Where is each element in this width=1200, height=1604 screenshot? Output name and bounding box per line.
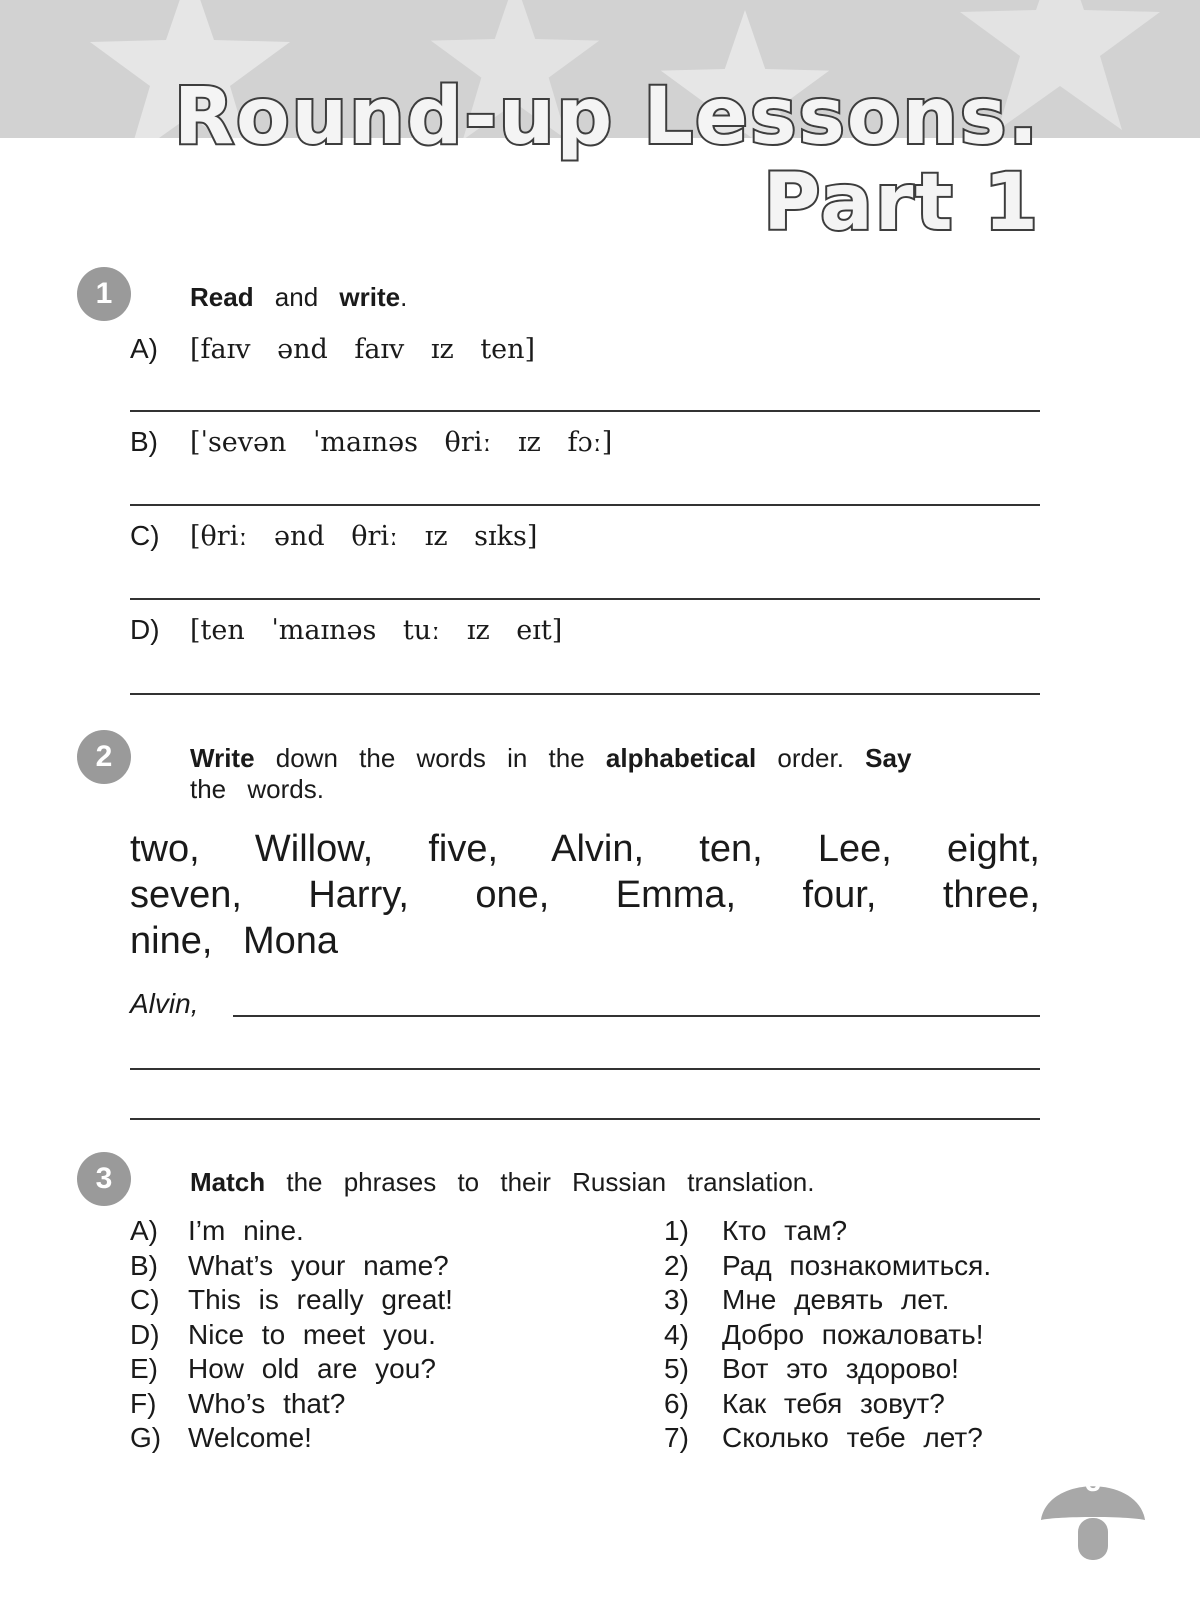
phrase-text: I’m nine. [188, 1215, 304, 1246]
english-phrase[interactable] [130, 1249, 453, 1284]
english-phrase[interactable] [130, 1318, 453, 1353]
instruction-text: the phrases to their Russian translation. [265, 1167, 815, 1197]
phrase-label: D) [130, 1318, 160, 1350]
phrase-label: 1) [664, 1215, 689, 1246]
answer-line[interactable] [130, 1068, 1040, 1070]
answer-line[interactable] [130, 693, 1040, 695]
russian-phrase[interactable] [664, 1283, 991, 1318]
instruction-text: . [400, 282, 408, 312]
russian-phrase[interactable] [664, 1421, 991, 1456]
transcription: [ˈsevən ˈmaɪnəs θriː ɪz fɔː] [190, 427, 613, 458]
russian-phrase[interactable] [664, 1318, 991, 1353]
phrase-text: Мне девять лет. [722, 1284, 950, 1315]
answer-line[interactable] [233, 1015, 1040, 1017]
instruction-bold: write [339, 282, 401, 312]
item-letter: A) [130, 333, 158, 364]
english-phrase[interactable] [130, 1283, 453, 1318]
word-list [130, 826, 1040, 964]
phrase-label: A) [130, 1215, 158, 1246]
english-phrase[interactable] [130, 1352, 453, 1387]
word-list-line: seven, Harry, one, Emma, four, three, [130, 874, 1040, 916]
transcription: [faɪv ənd faɪv ɪz ten] [190, 334, 536, 365]
instruction-text: order. [756, 743, 866, 773]
russian-phrase[interactable] [664, 1249, 991, 1284]
phrase-label: 5) [664, 1353, 689, 1384]
russian-phrase[interactable] [664, 1352, 991, 1387]
answer-line[interactable] [130, 1118, 1040, 1120]
exercise-3-badge: 3 [77, 1152, 131, 1206]
transcription: [θriː ənd θriː ɪz sɪks] [190, 521, 538, 552]
page-title-line1: Round-up Lessons. [173, 72, 1040, 162]
phrase-text: How old are you? [188, 1353, 436, 1384]
answer-line[interactable] [130, 504, 1040, 506]
phrase-text: Кто там? [722, 1215, 848, 1246]
exercise-2-instruction [190, 743, 1040, 805]
transcription-row [130, 520, 537, 552]
russian-phrase[interactable] [664, 1214, 991, 1249]
page-title-line2: Part 1 [763, 158, 1040, 248]
phrase-text: Сколько тебе лет? [722, 1422, 983, 1453]
phrase-label: 7) [664, 1422, 689, 1453]
instruction-bold: Match [190, 1167, 266, 1197]
phrase-label: 6) [664, 1387, 689, 1419]
word-list-line: nine, Mona [130, 920, 339, 962]
item-letter: B) [130, 426, 158, 457]
phrase-label: B) [130, 1249, 158, 1281]
answer-line[interactable] [130, 410, 1040, 412]
phrase-label: E) [130, 1353, 158, 1384]
russian-phrases-column [664, 1214, 991, 1456]
phrase-text: Добро пожаловать! [722, 1318, 984, 1350]
answer-line[interactable] [130, 598, 1040, 600]
english-phrase[interactable] [130, 1387, 453, 1422]
instruction-text: and [253, 282, 340, 312]
exercise-3-instruction [190, 1167, 814, 1198]
transcription: [ten ˈmaɪnəs tuː ɪz eɪt] [190, 615, 563, 646]
example-start-word: Alvin, [130, 988, 199, 1019]
word-list-line: two, Willow, five, Alvin, ten, Lee, eight, [130, 828, 1040, 870]
phrase-label: 2) [664, 1249, 689, 1281]
phrase-text: What’s your name? [188, 1249, 449, 1281]
exercise-1-badge: 1 [77, 267, 131, 321]
russian-phrase[interactable] [664, 1387, 991, 1422]
phrase-text: Who’s that? [188, 1387, 346, 1419]
english-phrase[interactable] [130, 1214, 453, 1249]
english-phrase[interactable] [130, 1421, 453, 1456]
transcription-row [130, 614, 562, 646]
item-letter: D) [130, 614, 160, 645]
transcription-row [130, 333, 535, 365]
exercise-2-badge: 2 [77, 730, 131, 784]
instruction-bold: Read [190, 282, 254, 312]
instruction-text: the words. [190, 774, 324, 804]
phrase-text: Рад познакомиться. [722, 1249, 992, 1281]
phrase-text: Nice to meet you. [188, 1318, 436, 1350]
instruction-bold: Say [865, 743, 912, 773]
instruction-bold: Write [190, 743, 255, 773]
item-letter: C) [130, 520, 160, 551]
phrase-label: 3) [664, 1284, 689, 1315]
instruction-bold: alphabetical [605, 743, 757, 773]
phrase-label: G) [130, 1422, 162, 1453]
phrase-label: 4) [664, 1318, 689, 1350]
phrase-text: Вот это здорово! [722, 1353, 959, 1384]
exercise-1-instruction [190, 282, 407, 313]
english-phrases-column [130, 1214, 453, 1456]
phrase-text: This is really great! [188, 1284, 453, 1315]
phrase-label: F) [130, 1387, 157, 1419]
page-number: 3 [1085, 1466, 1101, 1497]
phrase-text: Как тебя зовут? [722, 1387, 945, 1419]
instruction-text: down the words in the [254, 743, 606, 773]
transcription-row [130, 426, 612, 458]
phrase-text: Welcome! [188, 1422, 312, 1453]
phrase-label: C) [130, 1284, 160, 1315]
